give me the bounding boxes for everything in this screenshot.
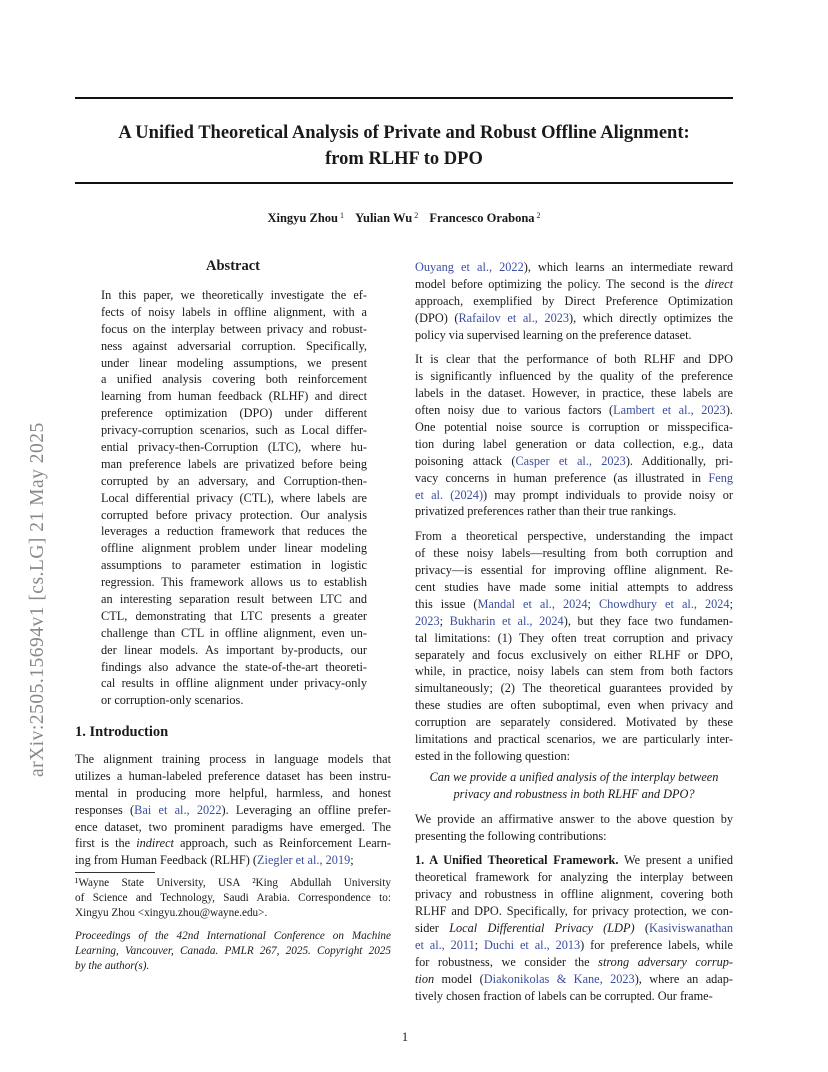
text-line: ested in the following question: [415,748,571,763]
intro-line: first is the indirect approach, such as Reinforcement Learn- [75,836,391,851]
text-line: these studies are often suboptimal, even when privacy and [415,698,733,713]
paragraph [415,852,733,1004]
intro-line: ing from Human Feedback (RLHF) (Ziegler et al., 2019; [75,853,354,868]
text-line: It is clear that the performance of both RLHF and DPO [415,352,733,367]
text-line: is significantly influenced by the quality of the preference [415,369,733,384]
text-line: tively chosen fraction of labels can be corrupted. Our frame- [415,988,713,1003]
footnote-line: ¹Wayne State University, USA ²King Abdullah University [75,877,391,889]
abstract-line: offline alignment problem under linear modeling [101,541,367,556]
footnote-affiliations [75,876,391,921]
abstract-line: leverages a reduction framework that reduces the [101,524,367,539]
text-line: this issue (Mandal et al., 2024; Chowdhury et al., 2024; [415,596,733,611]
text-line: for robustness, we consider the strong adversary corrup- [415,954,733,969]
abstract-line: or corruption-only scenarios. [101,693,244,708]
intro-heading: 1. Introduction [75,724,169,740]
arxiv-stamp: arXiv:2505.15694v1 [cs.LG] 21 May 2025 [27,422,48,777]
proceedings-line: Proceedings of the 42nd International Conference on Machine [75,930,391,942]
abstract-line: challenge than CTL in offline alignment, even un- [101,625,367,640]
text-line: model before optimizing the policy. The second is the direct [415,276,733,291]
footnote-rule [75,872,155,873]
text-line: theoretical framework for analyzing the interplay between [415,870,733,885]
text-line: simultaneously; (2) The theoretical guarantees provided by [415,681,733,696]
abstract-line: a unified analysis covering both reinforcement [101,372,367,387]
abstract-line: man preference labels are privatized before being [101,456,367,471]
proceedings-line: Learning, Vancouver, Canada. PMLR 267, 2025. Copyright 2025 [75,945,391,957]
intro-line: mental in producing more helpful, harmless, and honest [75,785,391,800]
proceedings-note [75,929,391,974]
text-line: (DPO) (Rafailov et al., 2023), which directly optimizes the [415,310,733,325]
text-line: Ouyang et al., 2022), which learns an intermediate reward [415,260,733,274]
footnote-line: Xingyu Zhou <xingyu.zhou@wayne.edu>. [75,907,268,919]
abstract-line: regression. This framework allows us to establish [101,575,367,590]
text-line: One potential noise source is corruption or misspecifica- [415,420,733,435]
research-question [415,769,733,803]
intro-line: responses (Bai et al., 2022). Leveraging an offline prefer- [75,802,391,817]
text-line: privatized preferences rather than their true rankings. [415,504,677,519]
abstract-line: corrupted by an adversary, and Corruption-then- [101,473,367,488]
text-line: cent studies have made some initial attempts to address [415,580,733,595]
intro-line: utilizes a human-labeled preference dataset has been instru- [75,768,391,783]
author: Yulian Wu $^2$ [355,211,419,225]
author: Xingyu Zhou $^1$ [267,211,344,225]
right-column [415,259,733,1012]
text-line: et al., 2011; Duchi et al., 2013) for preference labels, while [415,937,733,952]
title-line-2: from RLHF to DPO [325,149,483,169]
abstract-line: cal results in offline alignment under privacy-only [101,676,367,691]
text-line: poisoning attack (Casper et al., 2023). Additionally, pri- [415,453,733,468]
abstract-line: learning from human feedback (RLHF) and direct [101,389,367,404]
text-line: policy via supervised learning on the preference dataset. [415,327,692,342]
title-bottom-rule [75,182,733,184]
proceedings-line: by the author(s). [75,960,150,972]
abstract-line: findings also advance the state-of-the-art theoreti- [101,659,367,674]
text-line: presenting the following contributions: [415,828,607,843]
abstract-line: In this paper, we theoretically investigate the ef- [101,288,367,302]
text-line: of these noisy labels—resulting from both corruption and [415,546,733,561]
abstract-heading: Abstract [206,258,260,274]
intro-body [75,751,391,869]
text-line: while, in practice, noisy labels can stem from both factors [415,664,733,679]
text-line: We provide an affirmative answer to the above question by [415,811,733,826]
text-line: tion during label generation or data collection, e.g., data [415,436,733,451]
abstract-line: CTL, demonstrating that LTC presents a greater [101,608,367,623]
text-line: often noisy due to various factors (Lambert et al., 2023). [415,403,733,418]
question-line: Can we provide a unified analysis of the interplay between [429,769,719,784]
title-line-1: A Unified Theoretical Analysis of Private and Robust Offline Alignment: [118,123,690,143]
abstract-line: ness against adversarial corruption. Specifically, [101,338,367,353]
author: Francesco Orabona $^2$ [429,211,541,225]
text-line: sider Local Differential Privacy (LDP) (Kasiviswanathan [415,920,733,935]
text-line: separately and focus exclusively on either RLHF or DPO, [415,647,733,662]
abstract-line: fects of noisy labels in offline alignment, with a [101,304,367,319]
paper-title [75,120,733,172]
question-line: privacy and robustness in both RLHF and DPO? [453,786,695,801]
abstract-line: an interesting separation result between LTC and [101,592,367,607]
text-line: privacy—is essential for improving offline alignment. Re- [415,563,733,578]
abstract-line: focus on the interplay between privacy and robust- [101,321,367,336]
abstract-line: privacy-corruption scenarios, such as Local differ- [101,423,367,438]
abstract-line: corrupted before privacy protection. Our analysis [101,507,367,522]
intro-line: ence dataset, two prominent paradigms have emerged. The [75,819,391,834]
paragraph [415,351,733,520]
paragraph [415,528,733,764]
text-line: labels in the dataset. However, in practice, these labels are [415,386,733,401]
abstract-line: Local differential privacy (CTL), where labels are [101,490,367,505]
text-line: corruption are separately considered. Motivated by these [415,715,733,730]
paragraph [415,259,733,343]
abstract-line: assumptions to parameter estimation in logistic [101,558,367,573]
text-line: 1. A Unified Theoretical Framework. We present a unified [415,853,733,868]
text-line: tal limitations: (1) They often treat corruption and privacy [415,630,733,645]
text-line: privacy and robustness in offline alignment, covering both [415,887,733,902]
author-list [75,211,733,226]
abstract-line: der linear models. As important by-products, our [101,642,367,657]
text-line: 2023; Bukharin et al., 2024), but they face two fundamen- [415,613,733,628]
text-line: limitations and practical scenarios, we are particularly inter- [415,732,733,747]
text-line: et al. (2024)) may prompt individuals to provide noisy or [415,487,733,502]
top-rule [75,97,733,99]
text-line: From a theoretical perspective, understanding the impact [415,529,733,544]
text-line: RLHF and DPO. Specifically, for privacy protection, we con- [415,904,733,919]
text-line: approach, exemplified by Direct Preference Optimization [415,293,733,308]
intro-line: The alignment training process in language models that [75,752,391,766]
paragraph [415,811,733,845]
text-line: vacy concerns in human preference (as illustrated in Feng [415,470,733,485]
page-number: 1 [401,1030,409,1044]
abstract-body [101,287,367,709]
abstract-line: preference optimization (DPO) under different [101,406,367,421]
abstract-line: under linear modeling assumptions, we present [101,355,367,370]
abstract-line: ential privacy-then-Corruption (LTC), where hu- [101,440,367,455]
footnote-line: of Science and Technology, Saudi Arabia. Correspondence to: [75,892,391,904]
text-line: tion model (Diakonikolas & Kane, 2023), where an adap- [415,971,733,986]
